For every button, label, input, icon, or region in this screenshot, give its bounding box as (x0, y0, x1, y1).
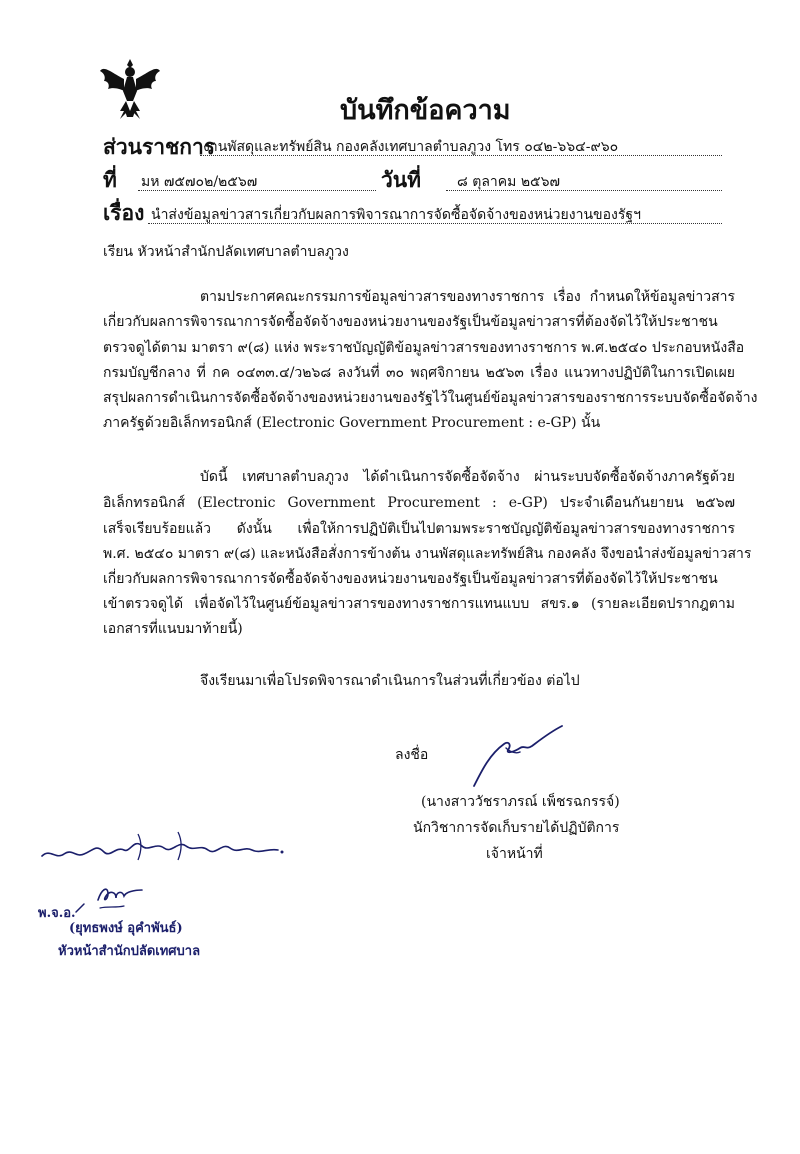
paragraph2-line: บัดนี้ เทศบาลตำบลภูวง ได้ดำเนินการจัดซื้อจัดจ้าง ผ่านระบบจัดซื้อจัดจ้างภาครัฐด้วย (200, 469, 735, 485)
approval-name: (ยุทธพงษ์ อุคำพันธ์) (69, 921, 183, 936)
paragraph2-line: อิเล็กทรอนิกส์ (Electronic Government Procurement : e-GP) ประจำเดือนกันยายน ๒๕๖๗ (103, 495, 735, 511)
subject-value: นำส่งข้อมูลข่าวสารเกี่ยวกับผลการพิจารณาการจัดซื้อจัดจ้างของหน่วยงานของรัฐฯ (151, 207, 641, 223)
approval-signature-mark (72, 878, 172, 922)
paragraph2-line: เข้าตรวจดูได้ เพื่อจัดไว้ในศูนย์ข้อมูลข่าวสารของทางราชการแทนแบบ สขร.๑ (รายละเอียดปรากฎตาม (103, 596, 735, 612)
paragraph1-line: ภาครัฐด้วยอิเล็กทรอนิกส์ (Electronic Government Procurement : e-GP) นั้น (103, 415, 601, 431)
garuda-emblem-icon (98, 55, 162, 121)
approval-position: หัวหน้าสำนักปลัดเทศบาล (58, 944, 201, 959)
closing-line: จึงเรียนมาเพื่อโปรดพิจารณาดำเนินการในส่วนที่เกี่ยวข้อง ต่อไป (200, 673, 580, 689)
signer-role: เจ้าหน้าที่ (486, 846, 543, 862)
signer-position: นักวิชาการจัดเก็บรายได้ปฏิบัติการ (413, 820, 620, 836)
paragraph1-line: สรุปผลการดำเนินการจัดซื้อจัดจ้างของหน่วยงานของรัฐไว้ในศูนย์ข้อมูลข่าวสารของราชการระบบจัดซื้อจัดจ้าง (103, 390, 758, 406)
handwritten-note (38, 826, 288, 878)
ref-value: มห ๗๕๗๐๒/๒๕๖๗ (141, 174, 258, 190)
approval-note-text (38, 826, 39, 827)
paragraph1-line: กรมบัญชีกลาง ที่ กค ๐๔๓๓.๔/ว๒๖๘ ลงวันที่ ๓๐ พฤศจิกายน ๒๕๖๓ เรื่อง แนวทางปฏิบัติในการเปิดเผย (103, 365, 735, 381)
section-value: งานพัสดุและทรัพย์สิน กองคลังเทศบาลตำบลภูวง โทร ๐๔๒-๖๖๔-๙๖๐ (203, 139, 619, 155)
section-dotted-line (200, 155, 722, 156)
subject-dotted-line (148, 223, 722, 224)
approval-initials: พ.จ.อ. (38, 906, 76, 921)
section-label: ส่วนราชการ (103, 134, 216, 159)
date-label: วันที่ (381, 167, 421, 192)
sign-label: ลงชื่อ (395, 747, 429, 763)
signature-mark (462, 722, 572, 794)
document-title: บันทึกข้อความ (340, 95, 511, 126)
date-value: ๘ ตุลาคม ๒๕๖๗ (457, 174, 561, 190)
ref-label: ที่ (103, 167, 117, 192)
paragraph1-line: ตามประกาศคณะกรรมการข้อมูลข่าวสารของทางราชการ เรื่อง กำหนดให้ข้อมูลข่าวสาร (200, 289, 735, 305)
subject-label: เรื่อง (103, 200, 145, 225)
ref-dotted-line (138, 190, 376, 191)
paragraph1-line: เกี่ยวกับผลการพิจารณาการจัดซื้อจัดจ้างของหน่วยงานของรัฐเป็นข้อมูลข่าวสารที่ต้องจัดไว้ให้ประชาชน (103, 314, 718, 330)
paragraph2-line: เอกสารที่แนบมาท้ายนี้) (103, 621, 243, 637)
date-dotted-line (446, 190, 722, 191)
signer-name: (นางสาววัชราภรณ์ เพ็ชรฉกรรจ์) (421, 794, 620, 810)
salutation: เรียน หัวหน้าสำนักปลัดเทศบาลตำบลภูวง (103, 244, 349, 260)
paragraph1-line: ตรวจดูได้ตาม มาตรา ๙(๘) แห่ง พระราชบัญญัติข้อมูลข่าวสารของทางราชการ พ.ศ.๒๕๔๐ ประกอบหนังสือ (103, 340, 745, 356)
paragraph2-line: เกี่ยวกับผลการพิจารณาการจัดซื้อจัดจ้างของหน่วยงานของรัฐเป็นข้อมูลข่าวสารที่ต้องจัดไว้ให้ประชาชน (103, 571, 718, 587)
paragraph2-line: พ.ศ. ๒๕๔๐ มาตรา ๙(๘) และหนังสือสั่งการข้างต้น งานพัสดุและทรัพย์สิน กองคลัง จึงขอนำส่งข้อมูลข่าวสาร (103, 546, 752, 562)
paragraph2-line: เสร็จเรียบร้อยแล้ว ดังนั้น เพื่อให้การปฏิบัติเป็นไปตามพระราชบัญญัติข้อมูลข่าวสารของทางราชการ (103, 521, 735, 537)
